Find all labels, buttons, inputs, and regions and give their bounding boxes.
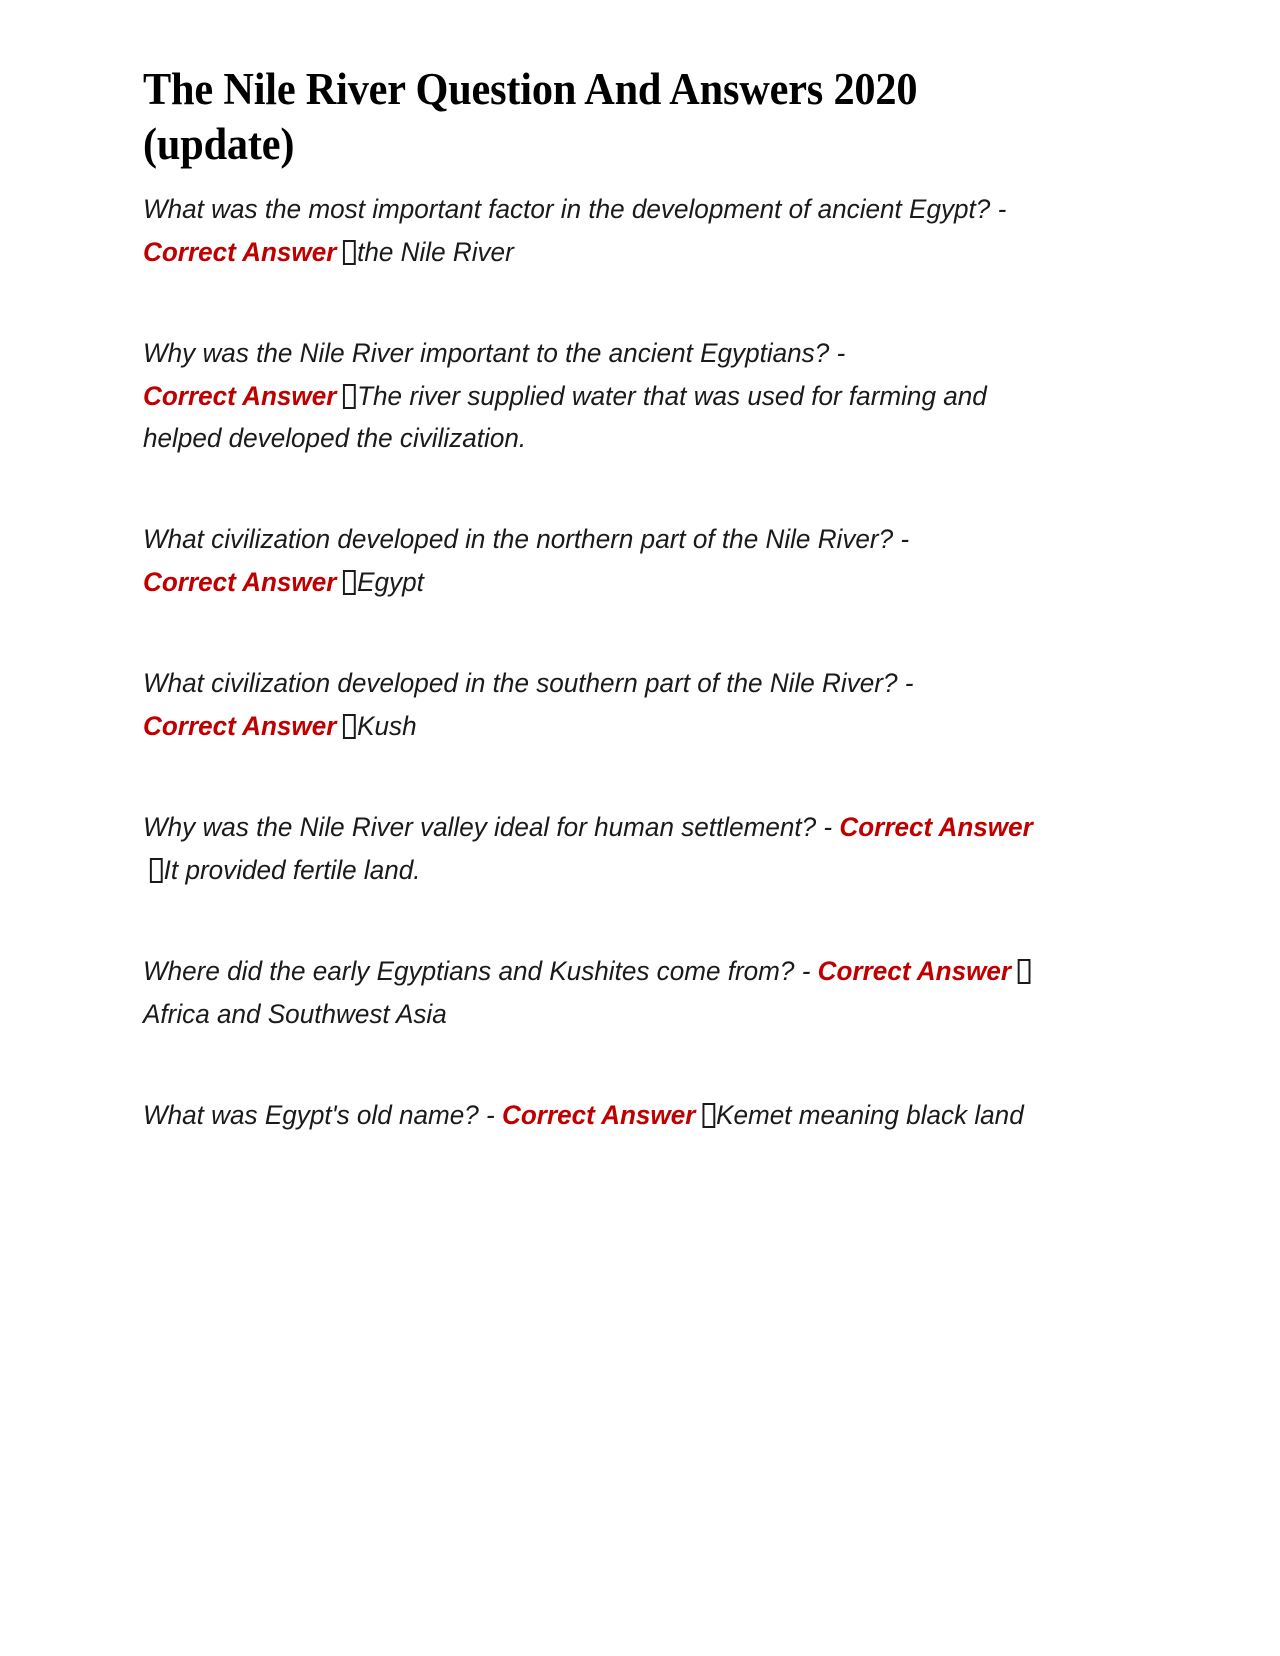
question-text: What civilization developed in the northern part of the Nile River? bbox=[143, 524, 894, 555]
question-text: Why was the Nile River valley ideal for human settlement? bbox=[143, 812, 817, 843]
question-answer-separator: - bbox=[486, 1099, 495, 1130]
correct-answer-label: Correct Answer bbox=[502, 1099, 696, 1130]
question-text: What civilization developed in the southern part of the Nile River? bbox=[143, 668, 898, 699]
missing-glyph-box-icon bbox=[1018, 959, 1031, 984]
missing-glyph-box-icon bbox=[343, 240, 356, 265]
question-text: Where did the early Egyptians and Kushites come from? bbox=[143, 955, 795, 986]
answer-text: It provided fertile land. bbox=[163, 855, 421, 885]
correct-answer-label: Correct Answer bbox=[143, 567, 337, 598]
correct-answer-label: Correct Answer bbox=[839, 812, 1033, 843]
question-text: Why was the Nile River important to the ancient Egyptians? bbox=[143, 337, 830, 368]
answer-text: Africa and Southwest Asia bbox=[143, 998, 447, 1029]
qa-block bbox=[143, 518, 1039, 604]
page-title: The Nile River Question And Answers 2020 (update) bbox=[143, 64, 918, 169]
missing-glyph-box-icon bbox=[150, 858, 163, 883]
question-answer-separator: - bbox=[997, 193, 1007, 224]
missing-glyph-box-icon bbox=[343, 714, 356, 739]
qa-list bbox=[143, 188, 1137, 1137]
missing-glyph-box-icon bbox=[343, 570, 356, 595]
question-answer-separator: - bbox=[900, 524, 910, 555]
question-answer-separator: - bbox=[823, 812, 833, 843]
qa-block bbox=[143, 950, 1039, 1036]
question-answer-separator: - bbox=[904, 668, 914, 699]
question-text: What was the most important factor in the development of ancient Egypt? bbox=[143, 193, 991, 224]
answer-text: The river supplied water that was used for farming and helped developed the civilization. bbox=[143, 380, 987, 454]
correct-answer-label: Correct Answer bbox=[143, 380, 337, 411]
qa-block bbox=[143, 806, 1039, 892]
question-text: What was Egypt's old name? bbox=[143, 1099, 479, 1130]
question-answer-separator: - bbox=[836, 337, 846, 368]
question-answer-separator: - bbox=[801, 955, 811, 986]
correct-answer-label: Correct Answer bbox=[143, 236, 337, 267]
missing-glyph-box-icon bbox=[343, 384, 356, 409]
correct-answer-label: Correct Answer bbox=[817, 955, 1012, 986]
qa-block bbox=[143, 188, 1039, 274]
missing-glyph-box-icon bbox=[702, 1103, 715, 1128]
answer-text: Kush bbox=[357, 711, 417, 742]
correct-answer-label: Correct Answer bbox=[143, 711, 337, 742]
answer-text: Kemet meaning black land bbox=[716, 1099, 1024, 1130]
qa-block bbox=[143, 662, 1039, 748]
qa-block bbox=[143, 332, 1039, 461]
qa-block bbox=[143, 1094, 1039, 1137]
answer-text: Egypt bbox=[357, 567, 424, 598]
answer-text: the Nile River bbox=[357, 236, 514, 267]
